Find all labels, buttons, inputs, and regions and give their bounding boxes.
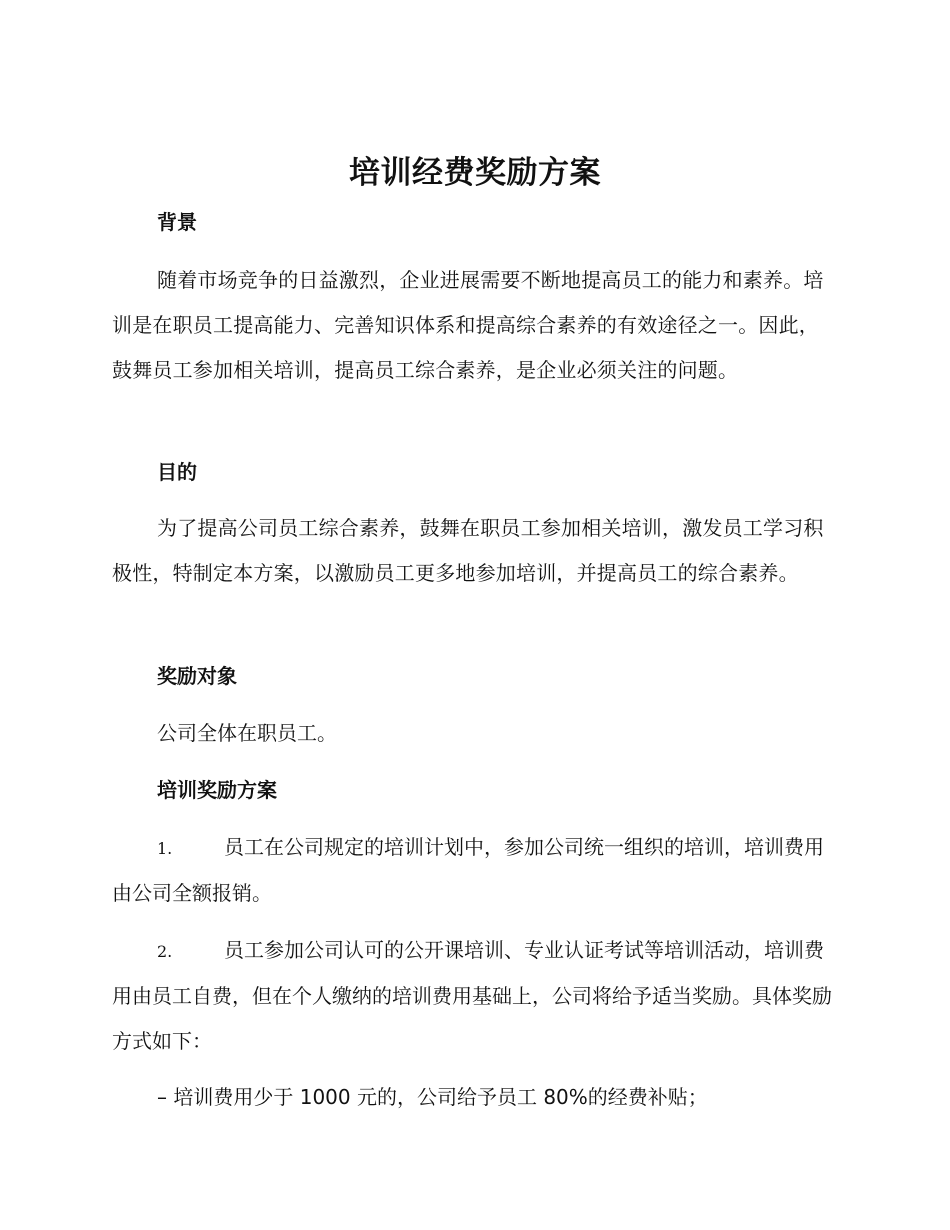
document-title: 培训经费奖励方案	[349, 155, 601, 191]
section-heading-target: 奖励对象	[157, 664, 237, 688]
paragraph-target: 公司全体在职员工。	[157, 721, 337, 745]
paragraph-purpose: 为了提高公司员工综合素养，鼓舞在职员工参加相关培训，激发员工学习积极性，特制定本方案，以激励员工更多地参加培训，并提高员工的综合素养。	[112, 516, 824, 585]
section-heading-plan: 培训奖励方案	[157, 778, 277, 802]
list-item-text: 员工参加公司认可的公开课培训、专业认证考试等培训活动，培训费用由员工自费，但在个人缴纳的培训费用基础上，公司将给予适当奖励。具体奖励方式如下：	[112, 938, 832, 1053]
list-number: 2.	[157, 942, 173, 961]
plan-item-1	[112, 825, 834, 916]
paragraph-background: 随着市场竞争的日益激烈，企业进展需要不断地提高员工的能力和素养。培训是在职员工提高能力、完善知识体系和提高综合素养的有效途径之一。因此，鼓舞员工参加相关培训，提高员工综合素养，是企业必须关注的问题。	[112, 268, 824, 382]
list-number: 1.	[157, 839, 173, 858]
plan-sub-item: – 培训费用少于 1000 元的，公司给予员工 80%的经费补贴；	[157, 1085, 708, 1109]
section-heading-background: 背景	[157, 210, 197, 234]
section-heading-purpose: 目的	[157, 460, 197, 484]
list-item-text: 员工在公司规定的培训计划中，参加公司统一组织的培训，培训费用由公司全额报销。	[112, 835, 824, 905]
plan-item-2	[112, 928, 834, 1064]
